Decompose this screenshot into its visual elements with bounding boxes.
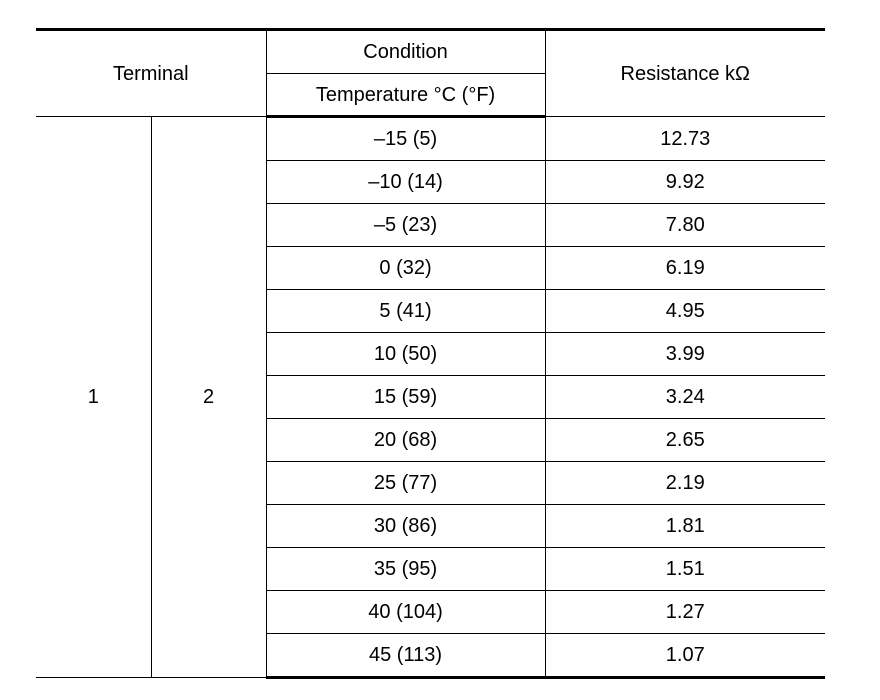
temperature-cell: 15 (59) xyxy=(266,376,545,419)
temperature-cell: –10 (14) xyxy=(266,161,545,204)
temperature-cell: 0 (32) xyxy=(266,247,545,290)
temperature-header: Temperature °C (°F) xyxy=(266,74,545,117)
temperature-cell: 40 (104) xyxy=(266,591,545,634)
temperature-cell: 35 (95) xyxy=(266,548,545,591)
terminal-header: Terminal xyxy=(36,30,266,117)
temperature-cell: 25 (77) xyxy=(266,462,545,505)
header-row-1 xyxy=(36,30,825,74)
terminal-2-cell: 2 xyxy=(151,117,266,678)
resistance-cell: 9.92 xyxy=(545,161,825,204)
table-row xyxy=(36,117,825,161)
resistance-cell: 12.73 xyxy=(545,117,825,161)
condition-header: Condition xyxy=(266,30,545,74)
resistance-header: Resistance kΩ xyxy=(545,30,825,117)
resistance-cell: 2.65 xyxy=(545,419,825,462)
resistance-cell: 6.19 xyxy=(545,247,825,290)
terminal-1-cell: 1 xyxy=(36,117,151,678)
resistance-cell: 3.99 xyxy=(545,333,825,376)
resistance-cell: 1.81 xyxy=(545,505,825,548)
resistance-spec-table xyxy=(36,28,825,679)
resistance-cell: 4.95 xyxy=(545,290,825,333)
resistance-cell: 1.07 xyxy=(545,634,825,678)
temperature-cell: 30 (86) xyxy=(266,505,545,548)
temperature-cell: 45 (113) xyxy=(266,634,545,678)
temperature-cell: 20 (68) xyxy=(266,419,545,462)
temperature-cell: 5 (41) xyxy=(266,290,545,333)
temperature-cell: 10 (50) xyxy=(266,333,545,376)
resistance-cell: 2.19 xyxy=(545,462,825,505)
table-body xyxy=(36,117,825,678)
resistance-cell: 3.24 xyxy=(545,376,825,419)
temperature-cell: –15 (5) xyxy=(266,117,545,161)
resistance-cell: 1.27 xyxy=(545,591,825,634)
temperature-cell: –5 (23) xyxy=(266,204,545,247)
resistance-cell: 1.51 xyxy=(545,548,825,591)
resistance-cell: 7.80 xyxy=(545,204,825,247)
